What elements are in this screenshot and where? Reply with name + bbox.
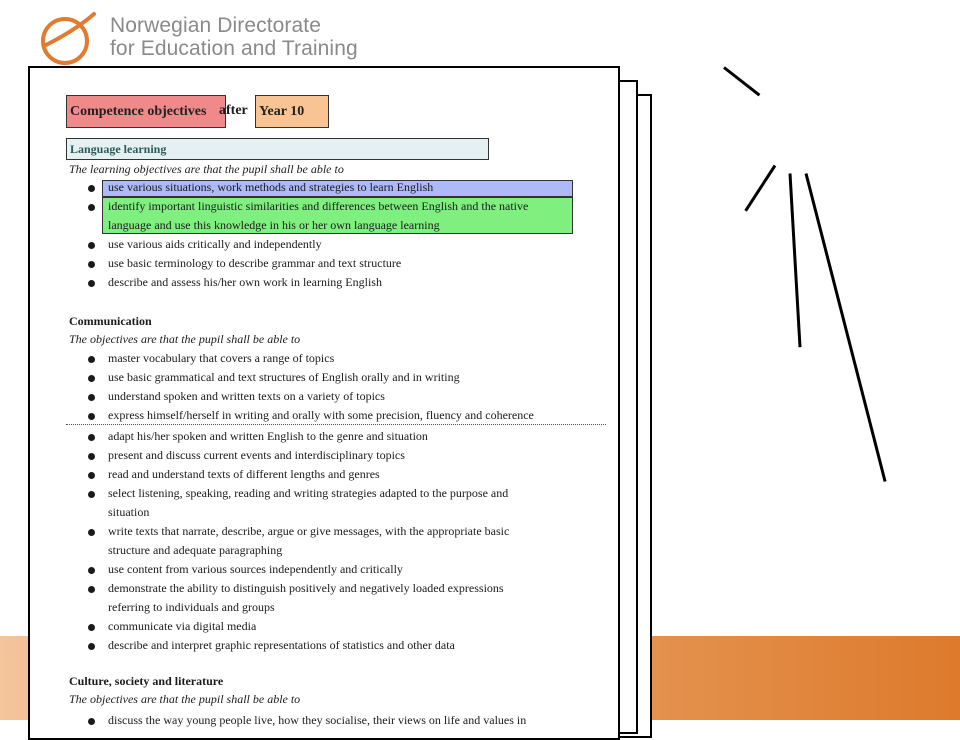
bullet xyxy=(88,718,95,725)
bullet xyxy=(88,434,95,441)
objective-item: demonstrate the ability to distinguish positively and negatively loaded expressions xyxy=(108,581,504,595)
objective-item-continued: situation xyxy=(108,505,150,519)
objective-item: master vocabulary that covers a range of topics xyxy=(108,351,335,365)
org-name-line2: for Education and Training xyxy=(110,37,358,60)
objective-item: identify important linguistic similarities and differences between English and the native xyxy=(108,199,529,213)
bullet xyxy=(88,529,95,536)
objective-item: use basic terminology to describe grammar and text structure xyxy=(108,256,402,270)
objective-item: use basic grammatical and text structures of English orally and in writing xyxy=(108,370,460,384)
objective-item: describe and assess his/her own work in learning English xyxy=(108,275,382,289)
bullet xyxy=(88,643,95,650)
bullet xyxy=(88,567,95,574)
bullet xyxy=(88,375,95,382)
objective-item-continued: language and use this knowledge in his or her own language learning xyxy=(108,218,440,232)
annotation-line-2 xyxy=(744,165,776,212)
section-intro: The learning objectives are that the pupil shall be able to xyxy=(69,162,344,176)
bullet xyxy=(88,261,95,268)
bullet xyxy=(88,491,95,498)
objective-item: express himself/herself in writing and orally with some precision, fluency and coherence xyxy=(108,408,534,422)
objective-item-continued: referring to individuals and groups xyxy=(108,600,275,614)
section-heading-communication: Communication xyxy=(69,314,152,328)
objective-item: use content from various sources independently and critically xyxy=(108,562,403,576)
objective-item: describe and interpret graphic representations of statistics and other data xyxy=(108,638,455,652)
objective-item: write texts that narrate, describe, argue or give messages, with the appropriate basic xyxy=(108,524,510,538)
title-competence-objectives: Competence objectives xyxy=(66,95,226,128)
annotation-line-3 xyxy=(789,173,802,347)
bullet xyxy=(88,472,95,479)
organization-name xyxy=(110,14,358,60)
bullet xyxy=(88,185,95,192)
objective-item: adapt his/her spoken and written English to the genre and situation xyxy=(108,429,428,443)
objective-item: select listening, speaking, reading and writing strategies adapted to the purpose and xyxy=(108,486,509,500)
directorate-logo xyxy=(38,8,98,66)
objective-item: read and understand texts of different lengths and genres xyxy=(108,467,380,481)
objective-item: communicate via digital media xyxy=(108,619,257,633)
bullet xyxy=(88,204,95,211)
objective-item: understand spoken and written texts on a variety of topics xyxy=(108,389,385,403)
objective-item: use various situations, work methods and strategies to learn English xyxy=(108,180,434,194)
objective-item-continued: structure and adequate paragraphing xyxy=(108,543,283,557)
bullet xyxy=(88,624,95,631)
bullet xyxy=(88,242,95,249)
section-heading-culture: Culture, society and literature xyxy=(69,674,224,688)
objective-item: present and discuss current events and interdisciplinary topics xyxy=(108,448,405,462)
section-intro: The objectives are that the pupil shall be able to xyxy=(69,332,301,346)
curriculum-document xyxy=(28,66,620,740)
section-heading-language-learning: Language learning xyxy=(66,138,489,160)
annotation-line-4 xyxy=(805,173,887,482)
title-after: after xyxy=(219,103,248,118)
bullet xyxy=(88,280,95,287)
org-name-line1: Norwegian Directorate xyxy=(110,14,322,37)
bullet xyxy=(88,413,95,420)
dotted-divider xyxy=(66,424,606,425)
section-intro: The objectives are that the pupil shall be able to xyxy=(69,692,301,706)
bullet xyxy=(88,586,95,593)
objective-item: discuss the way young people live, how they socialise, their views on life and values in xyxy=(108,713,527,727)
bullet xyxy=(88,453,95,460)
bullet xyxy=(88,394,95,401)
bullet xyxy=(88,356,95,363)
objective-item: use various aids critically and independently xyxy=(108,237,322,251)
annotation-line-1 xyxy=(723,66,760,96)
title-year: Year 10 xyxy=(255,95,329,128)
